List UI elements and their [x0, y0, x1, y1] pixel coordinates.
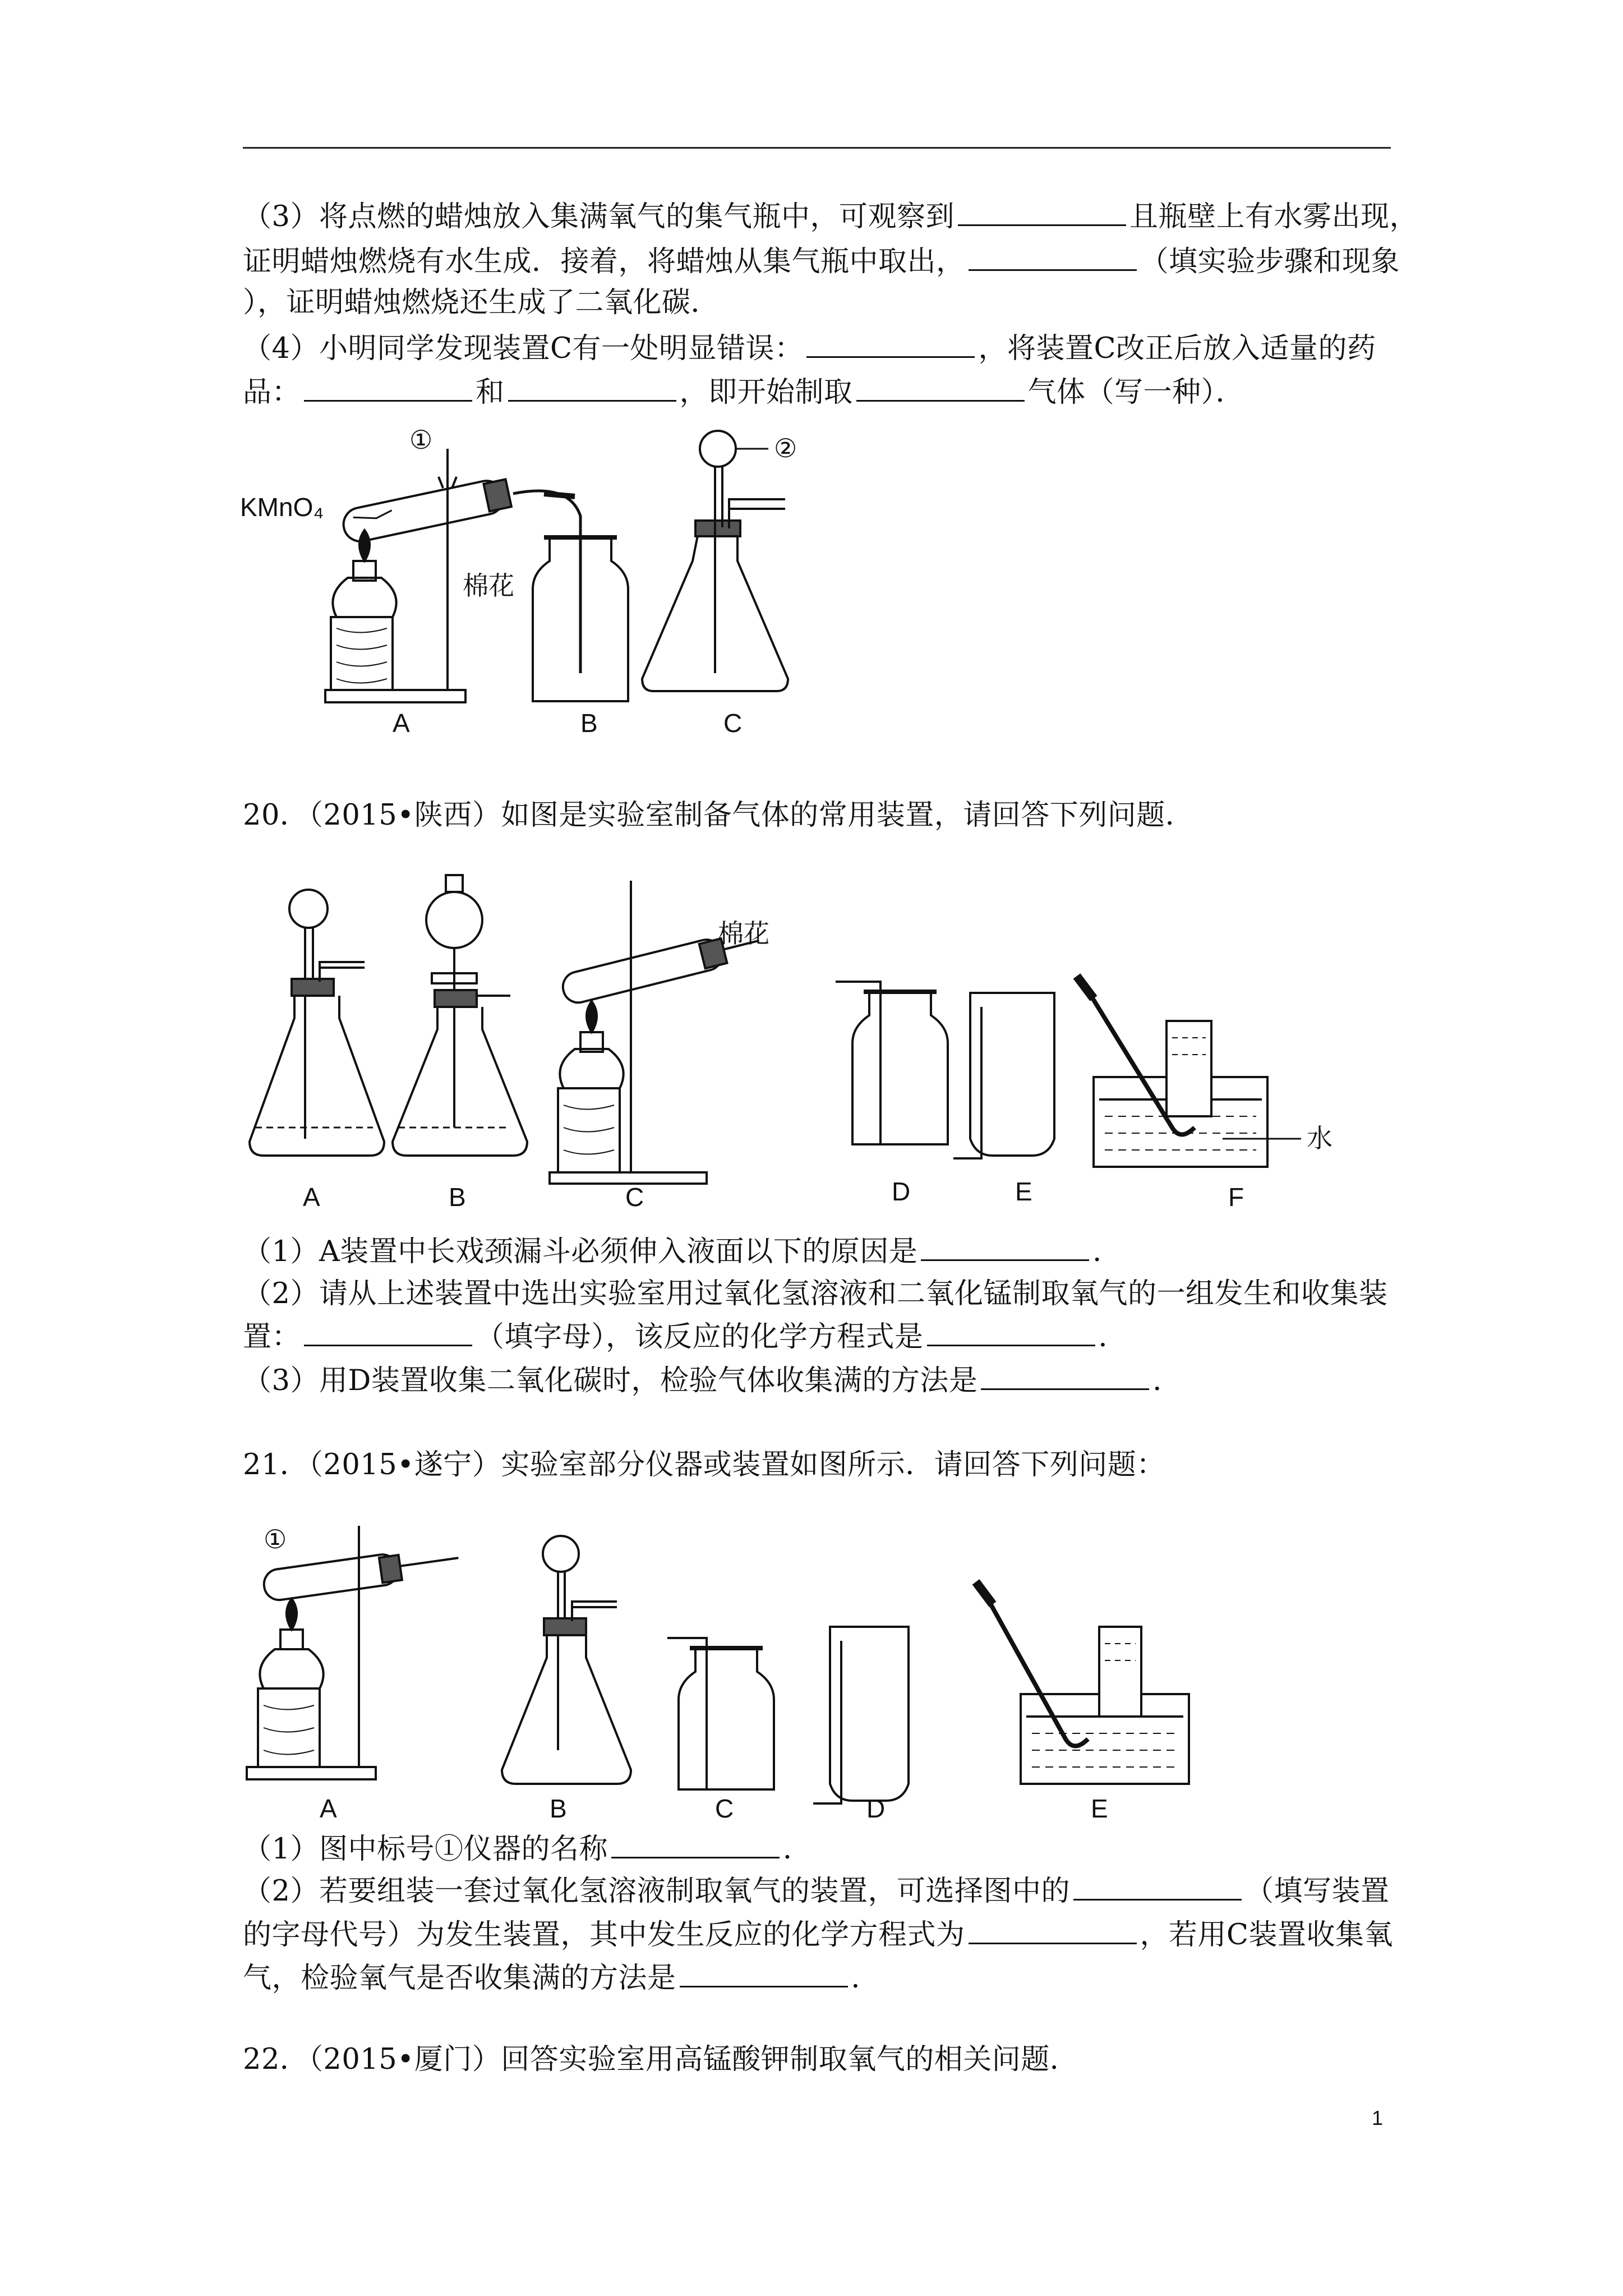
figure-label-b: B: [449, 1182, 466, 1212]
q20-title: 20．（2015•陕西）如图是实验室制备气体的常用装置，请回答下列问题．: [243, 799, 1195, 832]
figure-label-d: D: [866, 1794, 886, 1823]
page-number: 1: [1372, 2106, 1384, 2129]
answer-blank[interactable]: [1073, 1874, 1242, 1901]
q21-part-2-line-3: 气，检验氧气是否收集满的方法是 ．: [243, 1962, 880, 1995]
q21-apparatus-figure: [247, 1515, 1211, 1829]
q21-part-2-line-2: 的字母代号）为发生装置，其中发生反应的化学方程式为 ，若用C装置收集氧: [243, 1918, 1394, 1952]
figure-label-b: B: [580, 708, 598, 738]
figure-label-a: A: [393, 708, 410, 738]
cotton-label: 棉花: [463, 571, 514, 600]
figure-label-c: C: [715, 1794, 734, 1823]
figure-label-a: A: [320, 1794, 337, 1823]
kmno4-label: KMnO₄: [240, 493, 324, 522]
figure-label-d: D: [892, 1177, 911, 1206]
answer-blank[interactable]: [927, 1320, 1095, 1346]
q21-title: 21．（2015•遂宁）实验室部分仪器或装置如图所示．请回答下列问题：: [243, 1448, 1165, 1481]
answer-blank[interactable]: [856, 375, 1025, 402]
q22-title: 22．（2015•厦门）回答实验室用高锰酸钾制取氧气的相关问题．: [243, 2043, 1079, 2076]
figure-label-e: E: [1091, 1794, 1108, 1823]
answer-blank[interactable]: [304, 1320, 472, 1346]
answer-blank[interactable]: [508, 375, 676, 402]
label-1-icon: ①: [264, 1525, 287, 1554]
q20-part-1: （1）A装置中长戏颈漏斗必须伸入液面以下的原因是 ．: [243, 1235, 1122, 1268]
q20-part-2-line-1: （2）请从上述装置中选出实验室用过氧化氢溶液和二氧化锰制取氧气的一组发生和收集装: [243, 1277, 1388, 1310]
q19-line-1: （3）将点燃的蜡烛放入集满氧气的集气瓶中，可观察到 且瓶壁上有水雾出现，: [243, 200, 1418, 233]
q20-apparatus-figure: [247, 858, 1380, 1217]
label-2-icon: ②: [774, 434, 797, 463]
q19-line-2: 证明蜡烛燃烧有水生成．接着，将蜡烛从集气瓶中取出， （填实验步骤和现象: [243, 245, 1400, 278]
q21-part-2-line-1: （2）若要组装一套过氧化氢溶液制取氧气的装置，可选择图中的 （填写装置: [243, 1875, 1390, 1908]
figure-label-f: F: [1228, 1182, 1244, 1212]
answer-blank[interactable]: [611, 1832, 780, 1858]
q21-part-1: （1）图中标号①仪器的名称 ．: [243, 1833, 812, 1866]
figure-label-c: C: [723, 708, 743, 738]
figure-label-a: A: [303, 1182, 320, 1212]
answer-blank[interactable]: [680, 1961, 848, 1987]
header-rule: [243, 147, 1391, 149]
water-label: 水: [1307, 1124, 1332, 1153]
answer-blank[interactable]: [969, 1918, 1137, 1944]
q19-line-5: 品： 和 ，即开始制取 气体（写一种）．: [243, 376, 1245, 409]
q20-part-2-line-2: 置： （填字母），该反应的化学方程式是 ．: [243, 1320, 1128, 1354]
figure-label-b: B: [550, 1794, 567, 1823]
figure-label-e: E: [1015, 1177, 1032, 1206]
answer-blank[interactable]: [304, 375, 472, 402]
cotton-label: 棉花: [718, 919, 769, 948]
q19-line-3: ），证明蜡烛燃烧还生成了二氧化碳．: [243, 286, 720, 319]
answer-blank[interactable]: [969, 245, 1137, 271]
q20-part-3: （3）用D装置收集二氧化碳时，检验气体收集满的方法是 ．: [243, 1364, 1182, 1397]
answer-blank[interactable]: [921, 1235, 1089, 1261]
label-1-icon: ①: [409, 425, 433, 454]
answer-blank[interactable]: [981, 1364, 1149, 1390]
answer-blank[interactable]: [958, 200, 1126, 226]
figure-label-c: C: [625, 1182, 644, 1212]
q19-line-4: （4）小明同学发现装置C有一处明显错误： ，将装置C改正后放入适量的药: [243, 332, 1376, 365]
q19-apparatus-figure: [241, 426, 914, 740]
answer-blank[interactable]: [806, 332, 975, 358]
